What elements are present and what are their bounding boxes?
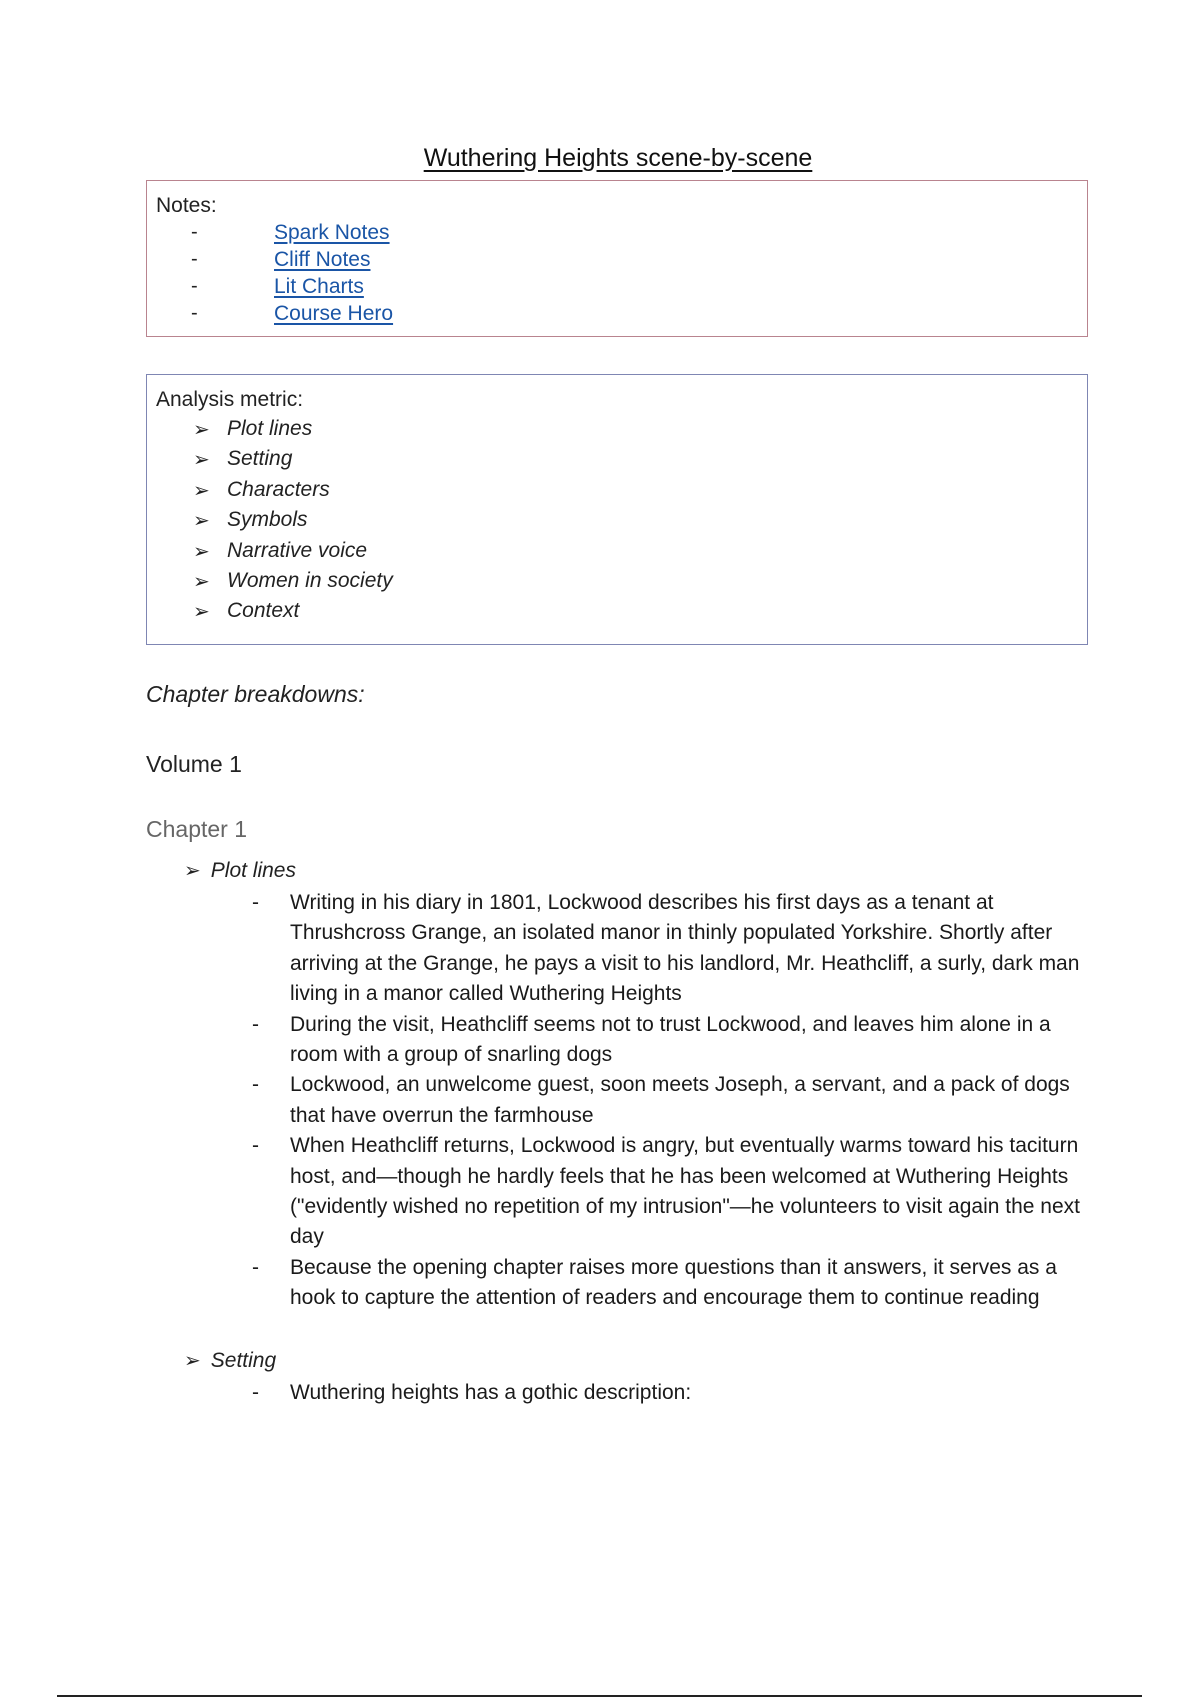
dash-bullet: - — [252, 1012, 259, 1036]
dash-bullet: - — [191, 248, 198, 270]
arrow-bullet-icon: ➢ — [184, 860, 201, 882]
cliff-notes-link[interactable]: Cliff Notes — [274, 248, 371, 271]
arrow-bullet-icon: ➢ — [193, 601, 210, 624]
dash-bullet: - — [191, 302, 198, 324]
setting-bullet-list — [252, 1378, 1092, 1408]
bullet-text: Because the opening chapter raises more questions than it answers, it serves as a hook to capture the attention of readers and encourage them to continue reading — [290, 1255, 1057, 1310]
arrow-bullet-icon: ➢ — [184, 1350, 201, 1372]
course-hero-link[interactable]: Course Hero — [274, 302, 394, 325]
arrow-bullet-icon: ➢ — [193, 570, 210, 593]
list-item — [252, 888, 1092, 1010]
list-item — [252, 1010, 1092, 1071]
analysis-label: Analysis metric: — [156, 388, 304, 411]
document-title: Wuthering Heights scene-by-scene — [423, 144, 813, 172]
notes-label: Notes: — [156, 194, 217, 217]
dash-bullet: - — [191, 221, 198, 243]
list-item — [252, 1131, 1092, 1253]
plot-lines-bullet-list — [252, 888, 1092, 1314]
page-bottom-rule — [57, 1695, 1142, 1697]
analysis-metric-text: Narrative voice — [227, 538, 368, 562]
dash-bullet: - — [252, 1073, 259, 1097]
plot-lines-section-heading — [184, 858, 296, 883]
setting-section-heading — [184, 1348, 276, 1373]
analysis-metric-text: Women in society — [227, 568, 393, 592]
dash-bullet: - — [252, 1134, 259, 1158]
spark-notes-link[interactable]: Spark Notes — [274, 221, 390, 244]
analysis-metric-text: Setting — [227, 447, 293, 471]
notes-box — [146, 180, 1088, 337]
lit-charts-link[interactable]: Lit Charts — [274, 275, 364, 298]
arrow-bullet-icon: ➢ — [193, 510, 210, 533]
bullet-text: When Heathcliff returns, Lockwood is angry, but eventually warms toward his taciturn host, and—though he hardly feels that he has been welcomed at Wuthering Heights ("evidently wished no repetition of my intrusion"—he volunteers to visit again the next day — [290, 1134, 1080, 1249]
chapter-breakdowns-heading: Chapter breakdowns: — [146, 681, 365, 707]
analysis-metric-text: Characters — [227, 477, 330, 501]
bullet-text: Writing in his diary in 1801, Lockwood describes his first days as a tenant at Thrushcross Grange, an isolated manor in thinly populated Yorkshire. Shortly after arriving at the Grange, he pays a visit to his landlord, Mr. Heathcliff, a surly, dark man living in a manor called Wuthering Heights — [290, 891, 1080, 1006]
list-item — [252, 1378, 1092, 1408]
dash-bullet: - — [191, 275, 198, 297]
dash-bullet: - — [252, 891, 259, 914]
bullet-text: Wuthering heights has a gothic description: — [290, 1381, 692, 1404]
list-item — [252, 1070, 1092, 1131]
list-item — [252, 1253, 1092, 1314]
dash-bullet: - — [252, 1255, 259, 1279]
arrow-bullet-icon: ➢ — [193, 540, 210, 563]
arrow-bullet-icon: ➢ — [193, 449, 210, 472]
chapter-heading: Chapter 1 — [146, 816, 248, 842]
bullet-text: Lockwood, an unwelcome guest, soon meets Joseph, a servant, and a pack of dogs that have overrun the farmhouse — [290, 1073, 1070, 1127]
arrow-bullet-icon: ➢ — [193, 479, 210, 502]
analysis-metric-text: Context — [227, 599, 300, 623]
arrow-bullet-icon: ➢ — [193, 419, 210, 441]
bullet-text: During the visit, Heathcliff seems not to trust Lockwood, and leaves him alone in a room with a group of snarling dogs — [290, 1012, 1051, 1067]
analysis-metric-text: Plot lines — [227, 417, 313, 440]
setting-label: Setting — [210, 1349, 277, 1372]
plot-lines-label: Plot lines — [210, 859, 296, 882]
dash-bullet: - — [252, 1381, 259, 1404]
analysis-metric-box — [146, 374, 1088, 645]
volume-heading: Volume 1 — [146, 751, 242, 777]
analysis-metric-text: Symbols — [227, 508, 308, 532]
